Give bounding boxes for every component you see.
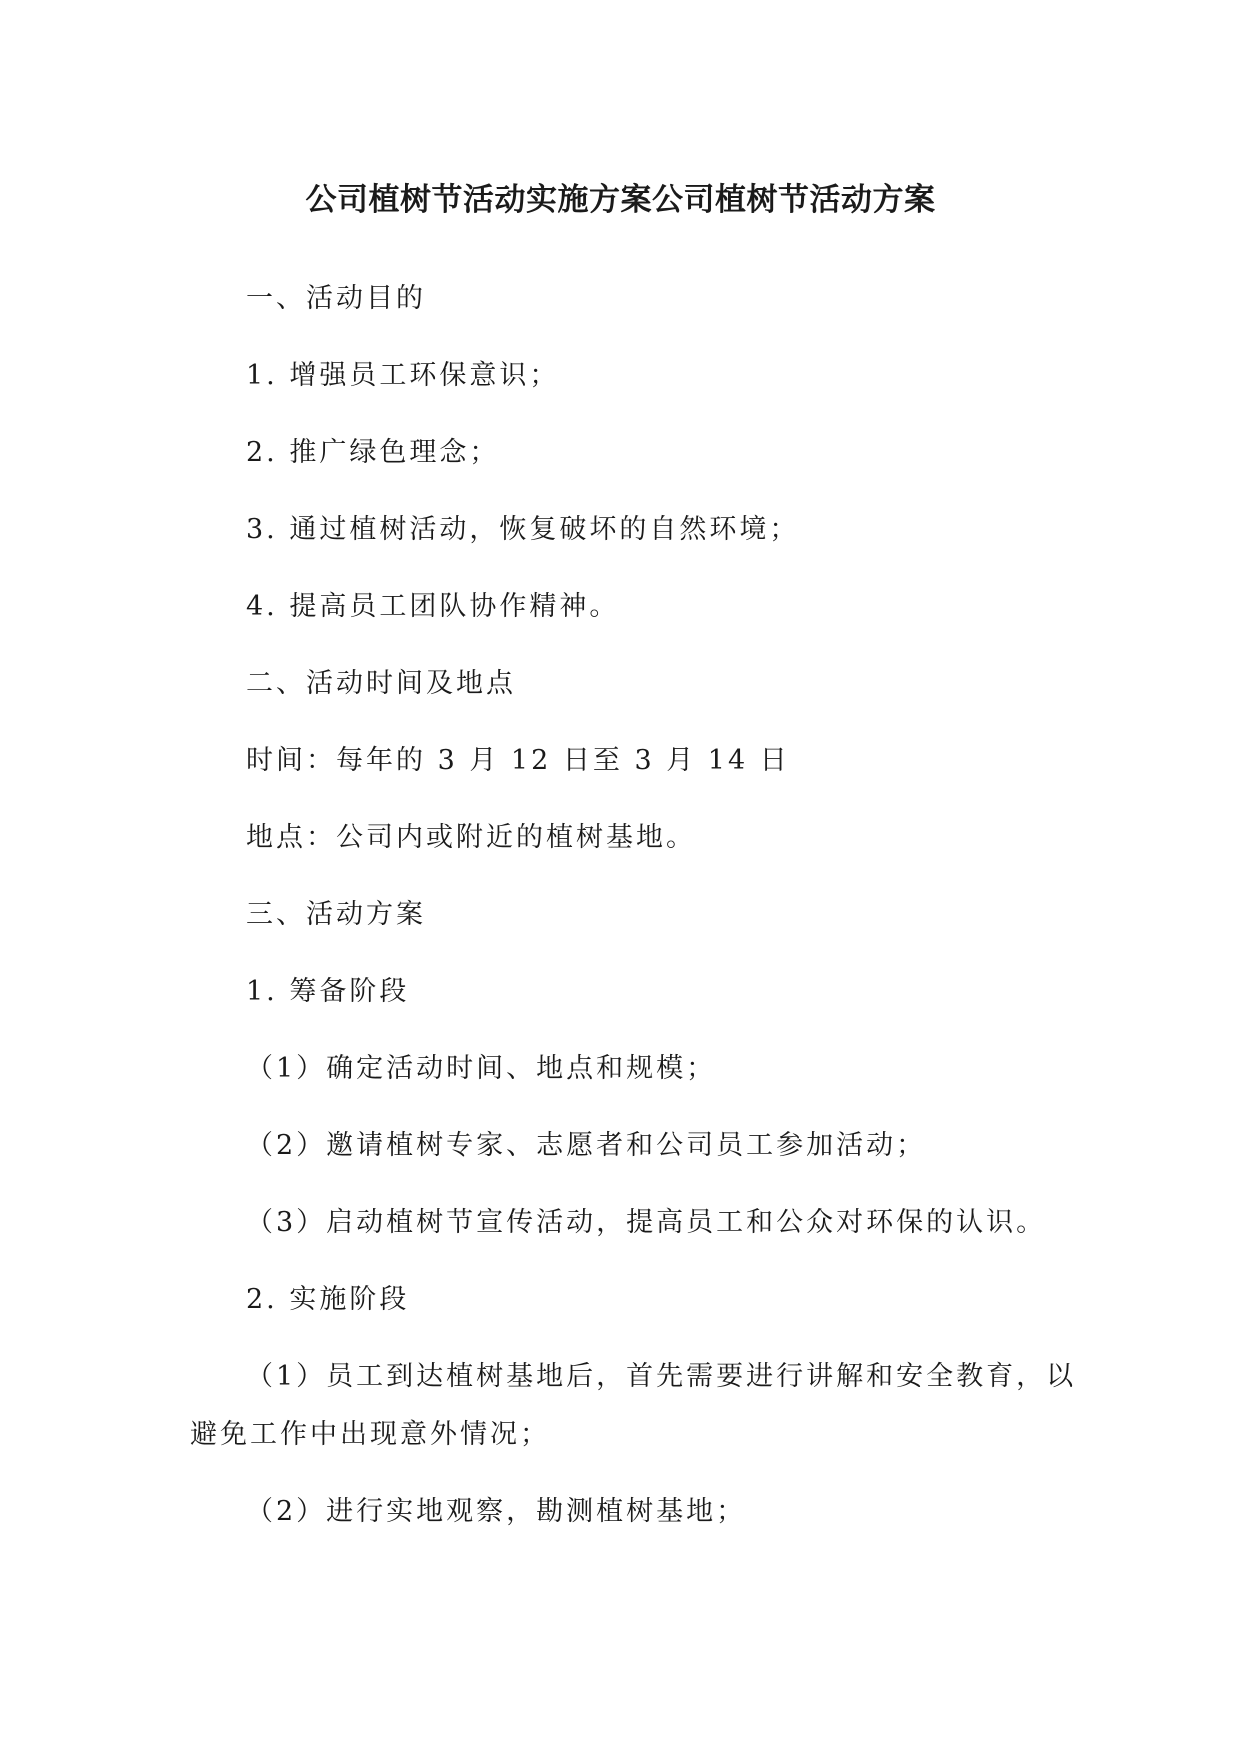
subsection-heading-preparation: 1. 筹备阶段 bbox=[246, 976, 410, 1007]
list-item-continuation: 避免工作中出现意外情况； bbox=[190, 1419, 550, 1450]
list-item: 3. 通过植树活动，恢复破坏的自然环境； bbox=[246, 514, 800, 545]
list-item: 4. 提高员工团队协作精神。 bbox=[246, 591, 620, 622]
document-title: 公司植树节活动实施方案公司植树节活动方案 bbox=[305, 182, 936, 218]
time-text: 时间：每年的 3 月 12 日至 3 月 14 日 bbox=[246, 745, 790, 776]
list-item: （2）进行实地观察，勘测植树基地； bbox=[246, 1496, 747, 1527]
list-item: （1）员工到达植树基地后，首先需要进行讲解和安全教育，以 bbox=[246, 1361, 1077, 1392]
list-item: （1）确定活动时间、地点和规模； bbox=[246, 1053, 717, 1084]
list-item: （2）邀请植树专家、志愿者和公司员工参加活动； bbox=[246, 1130, 927, 1161]
list-item: 2. 推广绿色理念； bbox=[246, 437, 500, 468]
subsection-heading-implementation: 2. 实施阶段 bbox=[246, 1284, 410, 1315]
section-heading-time-place: 二、活动时间及地点 bbox=[246, 668, 516, 699]
section-heading-plan: 三、活动方案 bbox=[246, 899, 426, 930]
list-item: 1. 增强员工环保意识； bbox=[246, 360, 560, 391]
list-item: （3）启动植树节宣传活动，提高员工和公众对环保的认识。 bbox=[246, 1207, 1047, 1238]
place-text: 地点：公司内或附近的植树基地。 bbox=[246, 822, 696, 853]
section-heading-purpose: 一、活动目的 bbox=[246, 283, 426, 314]
